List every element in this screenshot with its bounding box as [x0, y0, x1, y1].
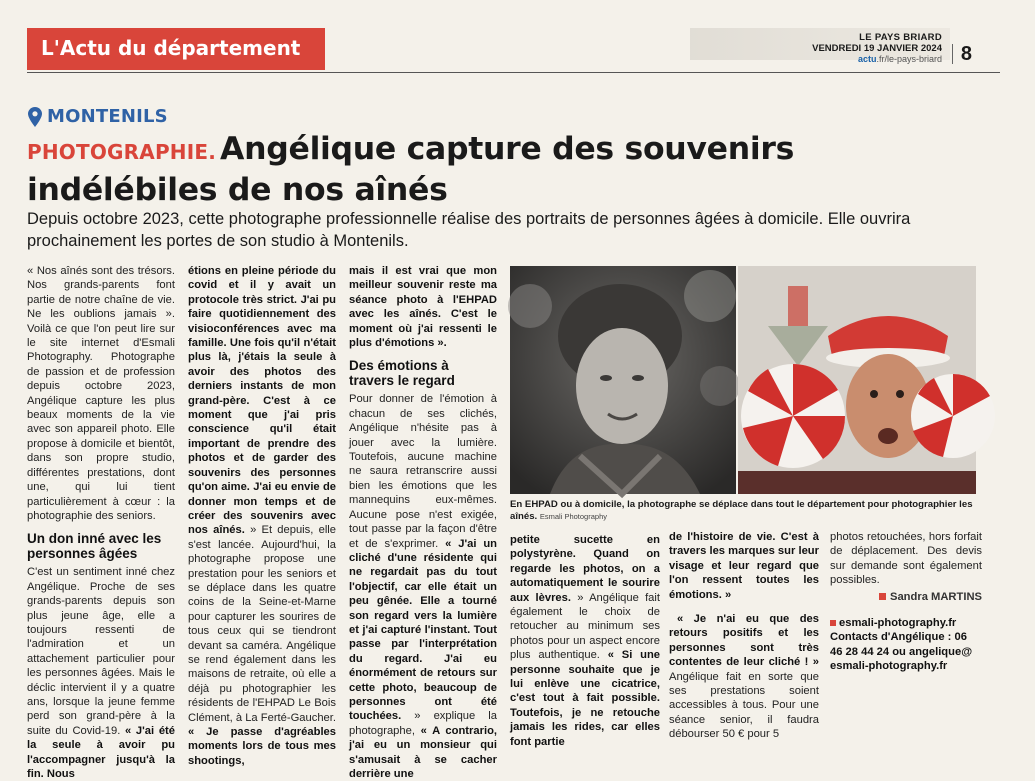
paragraph: « Nos aînés sont des trésors. Nos grands-parents font partie de notre chaîne de vie. Ne les oublions jamais ». Voilà ce que l'on peut lire sur le site internet d'Esmali Photography. Photographe de passion et de profession depuis octobre 2023, Angélique capture les plus beaux moments de la vie avec son appareil photo. Elle propose à domicile et bientôt, dans son propre studio, différentes prestations, dont une, qui lui tient particulièrement à cœur : la photographie des seniors.	[27, 265, 175, 522]
contact-details: Contacts d'Angélique : 06 46 28 44 24 ou angelique@ esmali-photography.fr	[830, 631, 973, 673]
column-5	[669, 530, 819, 742]
paragraph	[349, 392, 497, 781]
paragraph-text: » Et depuis, elle s'est lancée. Aujourd'hui, la photographe propose une prestation pour les seniors et se déplace dans les quatre coins de la Seine-et-Marne pour capturer les sourires de tous ceux qui se tiendront devant sa caméra. Angélique se rend également dans les maisons de retraite, où elle a déjà pu photographier les résidents de l'EHPAD Le Bois Clément, à La Ferté-Gaucher.	[188, 524, 337, 724]
subhead: Un don inné avec les personnes âgées	[27, 531, 162, 562]
photo-elderly-woman-image	[510, 266, 736, 494]
paragraph	[510, 533, 660, 749]
photo-caption	[510, 499, 976, 523]
paper-date: VENDREDI 19 JANVIER 2024	[812, 43, 942, 54]
paragraph-text: Pour donner de l'émotion à chacun de ses clichés, Angélique n'hésite pas à jouer avec la lumière. Toutefois, aucune machine ne saura retranscrire aussi bien les émotions que les mannequins eux-mêmes. Aucune pose n'est exigée, tout passe par la façon d'être et de s'exprimer.	[349, 393, 497, 550]
square-bullet-icon	[879, 593, 886, 600]
quote-text: « J'ai été la seule à avoir pu l'accompagner jusqu'à la fin. Nous	[27, 724, 175, 780]
caption-text: En EHPAD ou à domicile, la photographe se déplace dans tout le département pour photographier les aînés.	[510, 499, 973, 522]
author-name: Sandra MARTINS	[890, 590, 982, 603]
lede: Depuis octobre 2023, cette photographe professionnelle réalise des portraits de personnes âgées à domicile. Elle ouvrira prochainement les portes de son studio à Montenils.	[27, 210, 911, 250]
column-2	[188, 264, 336, 768]
quote-paragraph: de l'histoire de vie. C'est à travers les marques sur leur visage et leur regard que l'on ressent toutes les émotions. »	[669, 531, 819, 601]
headline-title: Angélique capture des souvenirs indélébiles de nos aînés	[27, 131, 795, 208]
header-rule	[27, 72, 1000, 73]
paragraph-text: » Angélique fait également le choix de retoucher au minimum ses photos pour un aspect encore plus authentique.	[510, 591, 661, 662]
pin-icon	[28, 107, 42, 127]
headline-kicker: PHOTOGRAPHIE.	[27, 140, 217, 164]
paper-url-strong: actu	[857, 54, 877, 64]
page-number: 8	[952, 44, 972, 64]
paragraph-text: Angélique fait en sorte que ses prestations soient accessibles à tous. Pour une séance senior, il faudra débourser 50 € pour 5	[669, 670, 819, 741]
paper-url-rest: .fr/le-pays-briard	[876, 54, 942, 64]
quote-text: « Je passe d'agréables moments lors de tous mes shootings,	[188, 726, 336, 767]
quote-text: « Si une personne souhaite que je lui enlève une cicatrice, c'est tout à fait possible. Toutefois, je ne retouche jamais les rides, car elles font partie	[510, 649, 661, 748]
location-label: MONTENILS	[47, 106, 168, 127]
quote-text: « J'ai un cliché d'une résidente qui ne regardait pas du tout l'objectif, car elle était un peu gênée. Elle a tourné son regard vers la lumière et j'ai capturé l'instant. Tout passe par l'interprétation du regard. J'ai eu énormément de retours sur cette photo, beaucoup de personnes ont été touchées.	[349, 537, 497, 723]
quote-text: « A contrario, j'ai eu un monsieur qui s'amusait à se cacher derrière une	[349, 724, 498, 780]
paper-meta	[812, 32, 942, 65]
author-byline	[830, 590, 982, 604]
paragraph-text: » explique la photographe,	[349, 710, 498, 737]
column-3	[349, 264, 497, 781]
contact-site[interactable]: esmali-photography.fr	[839, 617, 957, 630]
column-4	[510, 533, 660, 749]
location-tag	[28, 106, 168, 127]
section-banner: L'Actu du département	[27, 28, 325, 70]
quote-text: « Je n'ai eu que des retours positifs et les personnes sont très contentes de leur cliché ! »	[669, 613, 819, 669]
contact-box	[830, 616, 982, 674]
quote-text: étions en pleine période du covid et il y avait un protocole très strict. J'ai pu faire quotidiennement des visioconférences avec ma famille. Une fois qu'il n'était plus là, j'étais la seule à avoir des photos des derniers instants de mon grand-père. C'est à ce moment que j'ai pris conscience qu'il était important de prendre des photos et de garder des souvenirs des personnes qu'on aime. J'ai eu envie de donner mon temps et de créer des souvenirs avec nos aînés.	[188, 265, 336, 537]
headline	[27, 130, 987, 209]
quote-text: petite sucette en polystyrène. Quand on regarde les photos, on a automatiquement le sourire aux lèvres.	[510, 534, 660, 604]
column-6	[830, 530, 982, 674]
photo-elderly-woman-portrait	[510, 266, 736, 494]
paragraph	[188, 264, 336, 768]
photo-elderly-man-image	[738, 266, 976, 494]
paragraph	[669, 612, 819, 742]
paragraph: photos retouchées, hors forfait de déplacement. Des devis sur demande sont également possibles.	[830, 531, 982, 587]
photo-credit: Esmali Photography	[539, 512, 607, 521]
subhead: Des émotions à travers le regard	[349, 358, 455, 389]
photo-elderly-man-candy-props	[738, 266, 976, 494]
column-1	[27, 264, 175, 781]
quote-paragraph: mais il est vrai que mon meilleur souvenir reste ma séance photo à l'EHPAD avec les aînés. C'est le moment où j'ai ressenti le plus d'émotions ».	[349, 265, 497, 350]
paragraph-text: C'est un sentiment inné chez Angélique. Proche de ses grands-parents depuis son plus jeune âge, elle a toujours ressenti de l'admiration et un attachement particulier pour les personnes âgées. Mais le déclic intervient il y a quatre ans, lorsque la jeune femme perd son grand-père à la suite du Covid-19.	[27, 566, 175, 737]
paper-url	[812, 54, 942, 65]
contact-site-line	[830, 616, 982, 630]
square-bullet-icon	[830, 620, 836, 626]
paragraph	[27, 565, 175, 781]
paper-name: LE PAYS BRIARD	[859, 32, 942, 43]
